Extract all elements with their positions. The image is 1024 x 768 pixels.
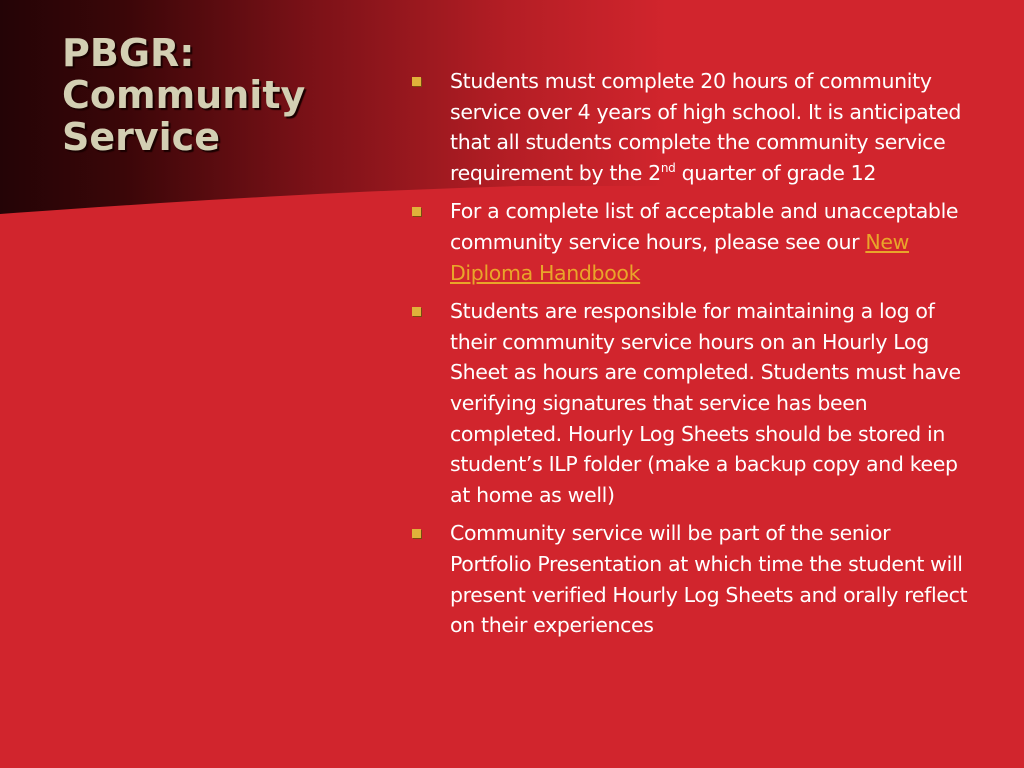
bullet-item-hours-requirement <box>408 66 968 188</box>
ordinal-superscript: nd <box>660 160 676 175</box>
bullet-text: For a complete list of acceptable and unacceptable community service hours, please see our <box>450 199 959 254</box>
slide-title-line-1: PBGR: <box>62 31 195 75</box>
bullet-text: Students are responsible for maintaining a log of their community service hours on an Hourly Log Sheet as hours are completed. Students must have verifying signatures that service has been completed. Hourly Log Sheets should be stored in student’s ILP folder (make a backup copy and keep at home as well) <box>450 299 961 507</box>
square-bullet-icon <box>412 529 421 538</box>
bullet-list <box>408 66 968 649</box>
square-bullet-icon <box>412 207 421 216</box>
square-bullet-icon <box>412 307 421 316</box>
bullet-item-log-sheet <box>408 296 968 510</box>
bullet-item-acceptable-hours <box>408 196 968 288</box>
bullet-text: Community service will be part of the senior Portfolio Presentation at which time the student will present verified Hourly Log Sheets and orally reflect on their experiences <box>450 521 968 638</box>
bullet-item-portfolio-presentation <box>408 518 968 640</box>
slide-title <box>62 32 382 158</box>
slide-title-line-3: Service <box>62 115 220 159</box>
square-bullet-icon <box>412 77 421 86</box>
bullet-text: Students must complete 20 hours of community service over 4 years of high school. It is anticipated that all students complete the community service requirement by the 2 <box>450 69 961 185</box>
new-diploma-handbook-link[interactable]: New Diploma Handbook <box>450 229 910 285</box>
bullet-text-continued: quarter of grade 12 <box>675 160 877 185</box>
slide-title-line-2: Community <box>62 73 306 117</box>
